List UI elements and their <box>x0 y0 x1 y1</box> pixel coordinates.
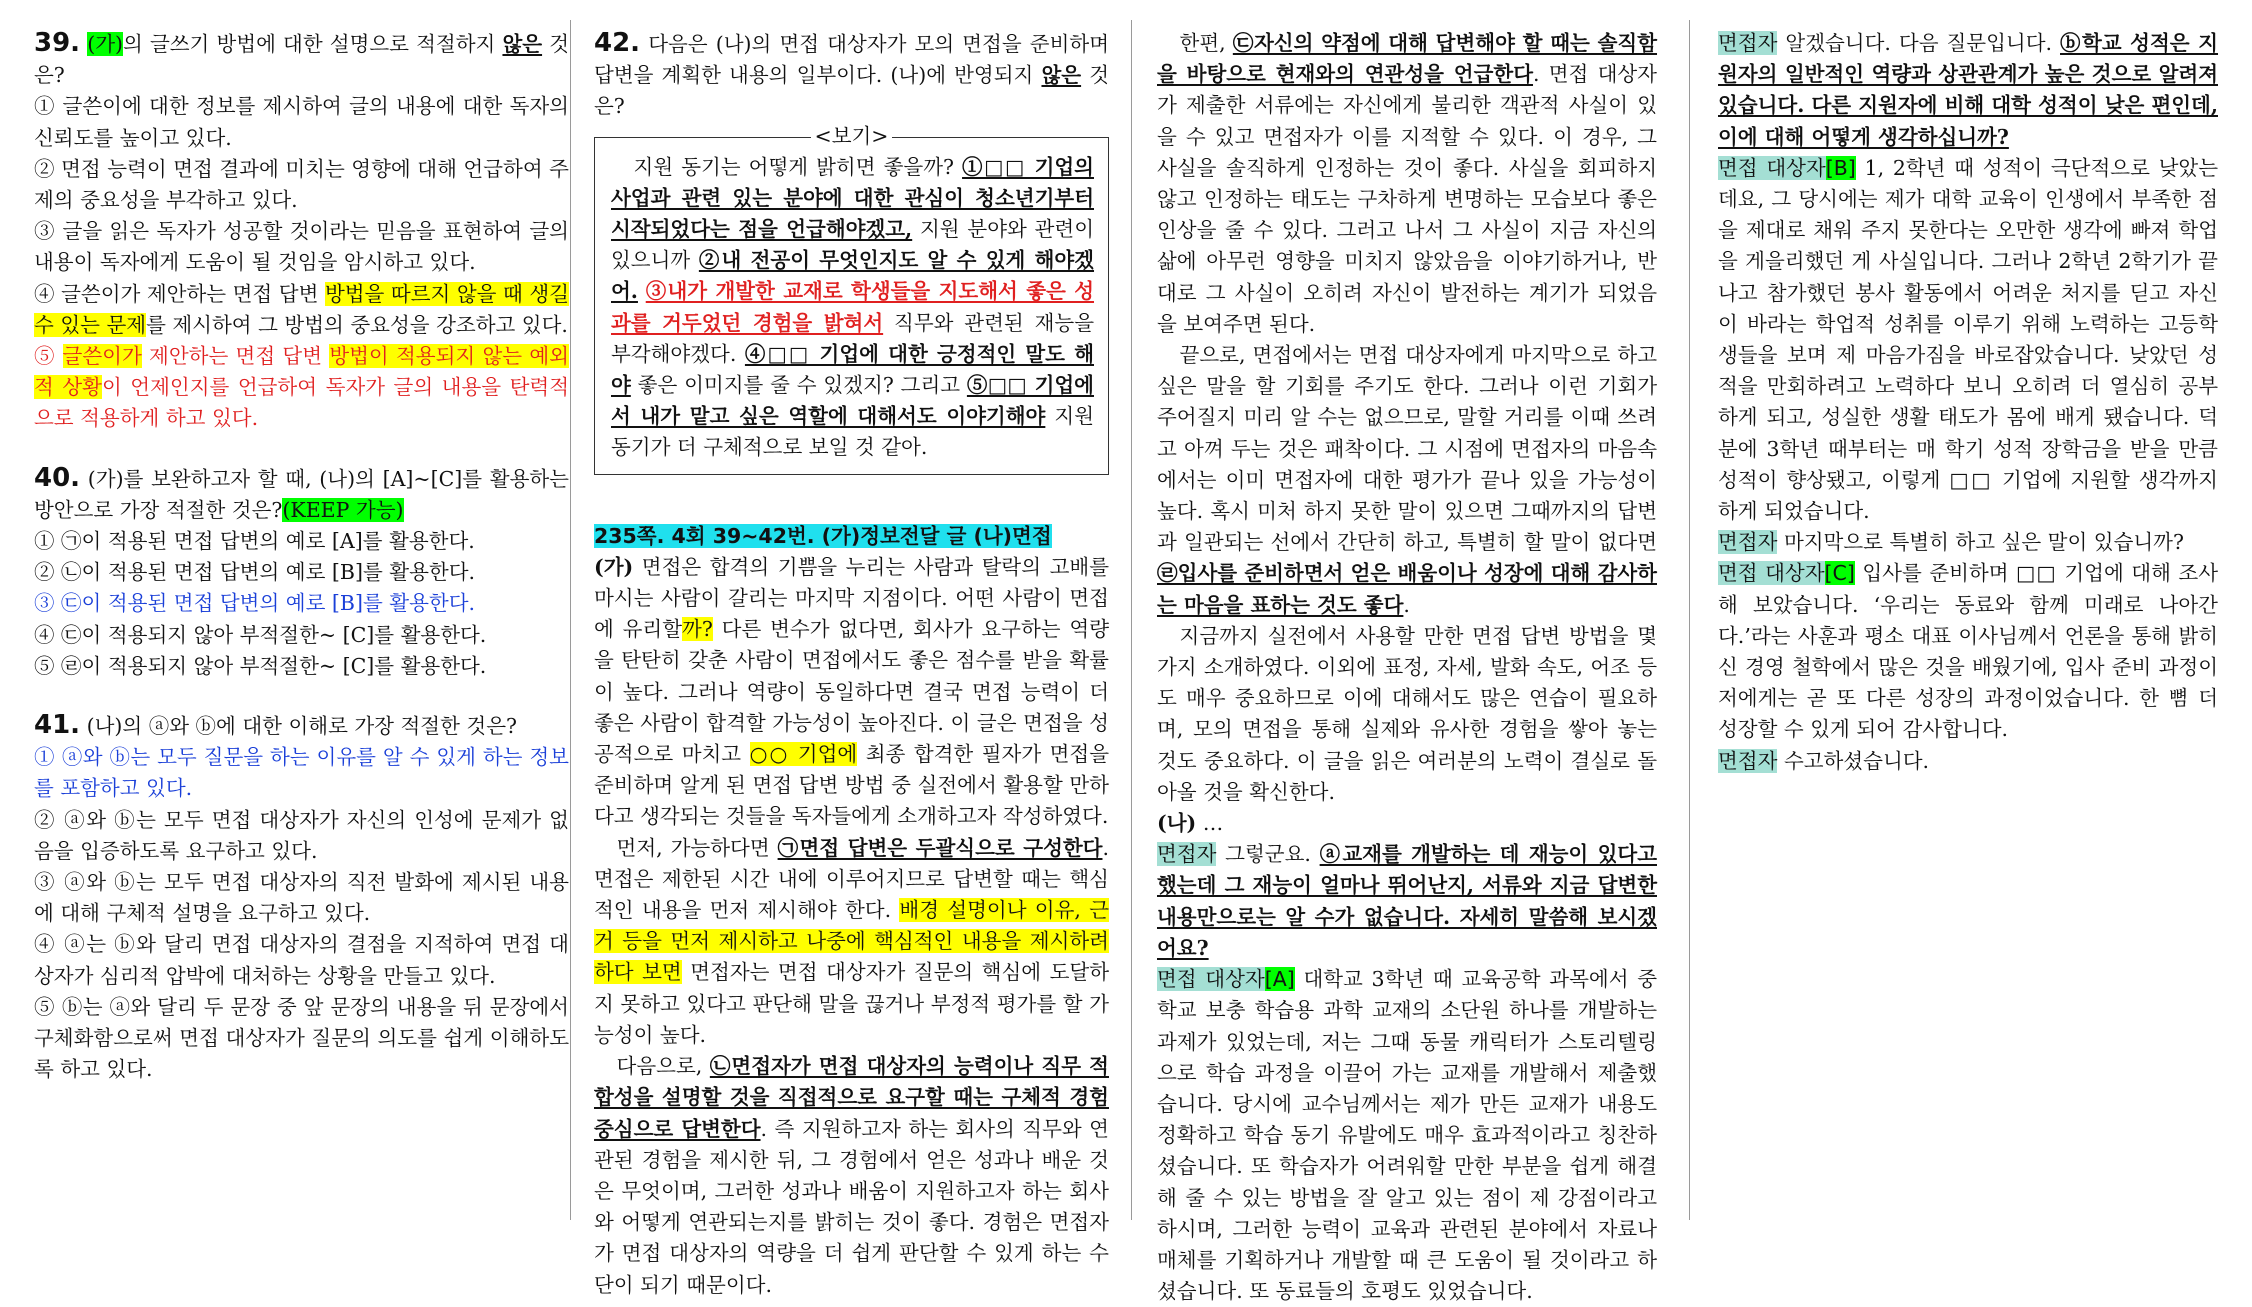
example-box-title <box>595 123 1108 149</box>
dialogue-turn-6 <box>1718 558 2218 745</box>
dialogue-turn-1 <box>1157 839 1657 964</box>
dialogue-text: 대학교 3학년 때 교육공학 과목에서 중학교 보충 학습용 과학 교재의 소단원 하나를 개발하는 과제가 있었는데, 저는 그때 동물 캐릭터가 스토리텔링으로 학습 과정을 이끌어 가는 교재를 개발해서 제출했습니다. 당시에 교수님께서는 제가 만든 교재가 내용도 정확하고 학습 동기 유발에도 매우 효과적이라고 칭찬하셨습니다. 또 학습자가 어려워할 만한 부분을 쉽게 해결해 줄 수 있는 방법을 잘 알고 있는 점이 제 강점이라고 하시며, 그러한 능력이 교육과 관련된 분야에서 자료나 매체를 기획하거나 개발할 때 큰 도움이 될 것이라고 하셨습니다. 또 동료들의 호평도 있었습니다. <box>1157 967 1658 1304</box>
option-2: ② ㉡이 적용된 면접 답변의 예로 [B]를 활용한다. <box>34 560 476 585</box>
column-divider <box>1689 20 1690 1220</box>
question-42-stem <box>594 28 1109 123</box>
section-label: (나) <box>1157 811 1197 836</box>
stem-text: 다음은 (나)의 면접 대상자가 모의 면접을 준비하며 답변을 계획한 내용의 일부이다. (나)에 반영되지 <box>594 32 1109 88</box>
para-text: 면접자는 면접 대상자가 질문의 핵심에 도달하지 못하고 있다고 판단해 말을 끊거나 부정적 평가를 할 가능성이 높다. <box>594 960 1109 1047</box>
dialogue-turn-7 <box>1718 746 2218 777</box>
dialogue-text: 입사를 준비하며 □□ 기업에 대해 조사해 보았습니다. ‘우리는 동료와 함께 미래로 나아간다.’라는 사훈과 평소 대표 이사님께서 언론을 통해 밝히신 경영 철학에서 많은 것을 배웠기에, 입사 준비 과정이 저에게는 곧 또 다른 성장의 과정이었습니다. 한 뼘 더 성장할 수 있게 되어 감사합니다. <box>1718 561 2219 742</box>
speaker-label: 면접 대상자 <box>1718 155 1826 180</box>
stem-text: 것은? <box>594 63 1109 119</box>
option-5: ⑤ ⓑ는 ⓐ와 달리 두 문장 중 앞 문장의 내용을 뒤 문장에서 구체화함으로써 면접 대상자가 질문의 의도를 쉽게 이해하도록 하고 있다. <box>34 994 569 1082</box>
column-4-content <box>1718 28 2218 777</box>
dialogue-turn-5 <box>1718 527 2218 558</box>
option-3: ③ ⓐ와 ⓑ는 모두 면접 대상자의 직전 발화에 제시된 내용에 대해 구체적 설명을 요구하고 있다. <box>34 870 569 926</box>
keep-tag: (KEEP 가능) <box>282 497 404 522</box>
dialogue-text: 그렇군요. <box>1216 842 1320 867</box>
para-text: 다른 변수가 없다면, 회사가 요구하는 역량을 탄탄히 갖춘 사람이 면접에서도 좋은 점수를 받을 확률이 높다. 그러나 역량이 동일하다면 결국 면접 능력이 더 좋은 사람이 합격할 가능성이 높아진다. 이 글은 면접을 성공적으로 마치고 <box>594 617 1109 767</box>
question-number: 39. <box>34 28 81 58</box>
speaker-label: 면접 대상자 <box>1157 967 1265 992</box>
dialogue-turn-4 <box>1718 153 2218 527</box>
example-box-text <box>611 152 1094 464</box>
option-text: 이 언제인지를 언급하여 독자가 글의 내용을 탄력적으로 적용하게 하고 있다. <box>34 375 569 431</box>
column-2 <box>594 28 1109 1301</box>
bracket-tag: [B] <box>1825 155 1856 180</box>
stem-text: 것은? <box>34 32 569 88</box>
box-text <box>638 279 646 303</box>
question-41-stem <box>34 710 569 742</box>
para-text: . 즉 지원하고자 하는 회사의 직무와 연관된 경험을 제시한 뒤, 그 경험에서 얻은 성과나 배운 것은 무엇이며, 그러한 성과나 배움이 지원하고자 하는 회사와 어떻게 연관되는지를 밝히는 것이 좋다. 경험은 면접자가 면접 대상자의 역량을 더 쉽게 판단할 수 있게 하는 수단이 되기 때문이다. <box>594 1116 1109 1297</box>
highlight: 방법이 적용되지 않는 예외적 상황 <box>34 344 569 400</box>
speaker-label: 면접자 <box>1718 748 1778 773</box>
column-3 <box>1157 28 1657 1307</box>
option-1: ① ⓐ와 ⓑ는 모두 질문을 하는 이유를 알 수 있게 하는 정보를 포함하고 있다. <box>34 745 569 801</box>
para-text: . 면접 대상자가 제출한 서류에는 자신에게 불리한 객관적 사실이 있을 수 있고 면접자가 이를 지적할 수 있다. 이 경우, 그 사실을 솔직하게 인정하는 것이 좋다. 사실을 회피하지 않고 인정하는 태도는 구차하게 변명하는 모습보다 좋은 인상을 줄 수 있다. 그러고 나서 그 사실이 지금 자신의 삶에 아무런 영향을 미치지 않았음을 이야기하거나, 반대로 그 사실이 오히려 자신이 발전하는 계기가 되었음을 보여주면 된다. <box>1157 62 1657 336</box>
question-39-stem <box>34 28 569 91</box>
option-4: ④ ㉢이 적용되지 않아 부적절한~ [C]를 활용한다. <box>34 622 487 647</box>
question-number: 42. <box>594 28 641 58</box>
para-text: . <box>1403 592 1410 617</box>
example-box <box>594 123 1109 475</box>
para-text: 최종 합격한 필자가 면접을 준비하며 알게 된 면접 답변 방법 중 실전에서 활용할 만하다고 생각되는 것들을 독자들에게 소개하고자 작성하였다. <box>594 742 1110 829</box>
underlined-question-b: ⓑ학교 성적은 지원자의 일반적인 역량과 상관관계가 높은 것으로 알려져 있습니다. 다른 지원자에 비해 대학 성적이 낮은 편인데, 이에 대해 어떻게 생각하십니까? <box>1718 31 2219 149</box>
column-1 <box>34 28 569 1086</box>
bracket-tag: [A] <box>1264 967 1295 992</box>
underlined-clause: ㉡면접자가 면접 대상자의 능력이나 직무 적합성을 설명할 것을 직접적으로 요구할 때는 구체적 경험 중심으로 답변한다 <box>594 1054 1109 1141</box>
dialogue-text: 마지막으로 특별히 하고 싶은 말이 있습니까? <box>1777 530 2184 555</box>
negation-emphasis: 않은 <box>1041 63 1082 88</box>
option-4: ④ ⓐ는 ⓑ와 달리 면접 대상자의 결점을 지적하여 면접 대상자가 심리적 압박에 대처하는 상황을 만들고 있다. <box>34 932 569 988</box>
option-4 <box>34 279 569 341</box>
highlight: ○○ 기업에 <box>749 742 858 767</box>
highlight: (가) <box>87 32 124 56</box>
speaker-label: 면접 대상자 <box>1718 561 1825 586</box>
box-item-3: ③내가 개발한 교재로 학생들을 지도해서 좋은 성과를 거두었던 경험을 밝혀서 <box>611 279 1094 335</box>
para-text: 한편, <box>1179 31 1233 55</box>
passage-ga-para-1 <box>594 552 1109 833</box>
option-text: ④ 글쓴이가 제안하는 면접 답변 <box>34 281 325 306</box>
underlined-clause: ㉣입사를 준비하면서 얻은 배움이나 성장에 대해 감사하는 마음을 표하는 것도 좋다 <box>1157 561 1657 617</box>
question-40-stem <box>34 463 569 526</box>
box-item-4: ④□□ 기업에 대한 긍정적인 말도 해야 <box>611 341 1094 398</box>
option-1: ① 글쓴이에 대한 정보를 제시하여 글의 내용에 대한 독자의 신뢰도를 높이고 있다. <box>34 94 569 150</box>
option-3: ③ ㉢이 적용된 면접 답변의 예로 [B]를 활용한다. <box>34 591 476 616</box>
option-3: ③ 글을 읽은 독자가 성공할 것이라는 믿음을 표현하여 글의 내용이 독자에게 도움이 될 것임을 암시하고 있다. <box>34 219 569 275</box>
passage-ga-para-6: 지금까지 실전에서 사용할 만한 면접 답변 방법을 몇 가지 소개하였다. 이외에 표정, 자세, 발화 속도, 어조 등도 매우 중요하므로 이에 대해서도 많은 연습이 필요하며, 모의 면접을 통해 실제와 유사한 경험을 쌓아 놓는 것도 중요하다. 이 글을 읽은 여러분의 노력이 결실로 돌아올 것을 확신한다. <box>1157 623 1657 804</box>
option-5 <box>34 341 569 435</box>
box-text: 지원 동기가 더 구체적으로 보일 것 같아. <box>611 404 1095 460</box>
highlight: 방법을 따르지 않을 때 생길 수 있는 문제 <box>34 281 570 337</box>
option-1: ① ㉠이 적용된 면접 답변의 예로 [A]를 활용한다. <box>34 529 475 554</box>
option-5: ⑤ ㉣이 적용되지 않아 부적절한~ [C]를 활용한다. <box>34 653 487 678</box>
bracket-tag: [C] <box>1824 561 1855 586</box>
stem-text: 의 글쓰기 방법에 대한 설명으로 적절하지 <box>123 32 503 56</box>
underlined-clause: ㉠면접 답변은 두괄식으로 구성한다 <box>777 835 1103 860</box>
highlight: 배경 설명이나 이유, 근거 등을 먼저 제시하고 나중에 핵심적인 내용을 제시하려 하다 보면 <box>594 898 1109 985</box>
passage-na-start <box>1157 808 1657 839</box>
negation-emphasis: 않은 <box>502 32 543 56</box>
speaker-label: 면접자 <box>1718 530 1778 555</box>
box-item-2: ②내 전공이 무엇인지도 알 수 있게 해야겠어. <box>611 248 1095 304</box>
dialogue-text: 수고하셨습니다. <box>1777 748 1930 773</box>
para-text: 먼저, 가능하다면 <box>616 835 778 860</box>
dialogue-text: 1, 2학년 때 성적이 극단적으로 낮았는데요, 그 당시에는 제가 대학 교육이 인생에서 부족한 점을 제대로 채워 주지 못한다는 오만한 생각에 빠져 학업을 게을리했던 게 사실입니다. 그러나 2학년 2학기가 끝나고 참가했던 봉사 활동에서 어려운 처지를 딛고 자신이 바라는 학업적 성취를 이루기 위해 노력하는 고등학생들을 보며 제 마음가짐을 바로잡았습니다. 낮았던 성적을 만회하려고 노력하다 보니 오히려 더 열심히 공부하게 되고, 성실한 생활 태도가 몸에 배게 됐습니다. 덕분에 3학년 때부터는 매 학기 성적 장학금을 받을 만큼 성적이 향상됐고, 이렇게 □□ 기업에 지원할 생각까지 하게 되었습니다. <box>1718 155 2218 524</box>
para-text: 끝으로, 면접에서는 면접 대상자에게 마지막으로 하고 싶은 말을 할 기회를 주기도 한다. 그러나 이런 기회가 주어질지 미리 알 수는 없으므로, 말할 거리를 이때 쓰려고 아껴 두는 것은 패착이다. 그 시점에 면접자의 마음속에서는 이미 면접자에 대한 평가가 끝나 있을 가능성이 높다. 혹시 미처 하지 못한 말이 있으면 그때까지의 답변과 일관되는 선에서 간단히 하고, 특별히 할 말이 없다면 <box>1157 343 1657 555</box>
column-divider <box>1131 20 1132 1220</box>
spacer <box>34 435 569 463</box>
highlight: 글쓴이가 <box>62 344 142 369</box>
question-number: 40. <box>34 462 81 493</box>
underlined-clause: ㉢자신의 약점에 대해 답변해야 할 때는 솔직함을 바탕으로 현재와의 연관성을 언급한다 <box>1157 31 1658 87</box>
box-text: 지원 동기는 어떻게 밝히면 좋을까? <box>633 154 963 179</box>
passage-ga-para-5 <box>1157 340 1657 621</box>
para-text: . 면접은 제한된 시간 내에 이루어지므로 답변할 때는 핵심적인 내용을 먼저 제시해야 한다. <box>594 835 1110 923</box>
dialogue-turn-3 <box>1718 28 2218 153</box>
option-text: 제안하는 면접 답변 <box>141 344 330 369</box>
section-label: (가) <box>594 554 634 579</box>
box-title-label: <보기> <box>811 124 893 148</box>
stem-text: (가)를 보완하고자 할 때, (나)의 [A]~[C]를 활용하는 방안으로 가장 적절한 것은? <box>34 466 569 522</box>
box-item-5: ⑤□□ 기업에서 내가 맡고 싶은 역할에 대해서도 이야기해야 <box>611 373 1094 429</box>
para-text: 면접은 합격의 기쁨을 누리는 사람과 탈락의 고배를 마시는 사람이 갈리는 마지막 지점이다. 어떤 사람이 면접에 유리할 <box>594 554 1109 642</box>
passage-ga-para-2 <box>594 833 1109 1051</box>
para-text: 다음으로, <box>616 1054 710 1079</box>
box-text: 좋은 이미지를 줄 수 있겠지? 그리고 <box>630 373 967 398</box>
speaker-label: 면접자 <box>1157 842 1217 867</box>
option-text: 를 제시하여 그 방법의 중요성을 강조하고 있다. <box>146 312 568 337</box>
spacer <box>594 475 1109 521</box>
para-text: … <box>1196 811 1224 836</box>
passage-ga-para-4 <box>1157 28 1657 340</box>
box-text: 직무와 관련된 재능을 부각해야겠다. <box>611 310 1095 366</box>
option-text: ⑤ <box>34 344 63 369</box>
passage-heading <box>594 521 1109 552</box>
spacer <box>34 682 569 710</box>
stem-text: (나)의 ⓐ와 ⓑ에 대한 이해로 가장 적절한 것은? <box>80 714 518 739</box>
option-2: ② ⓐ와 ⓑ는 모두 면접 대상자가 자신의 인성에 문제가 없음을 입증하도록 요구하고 있다. <box>34 807 569 863</box>
highlight: 까? <box>682 617 713 642</box>
dialogue-turn-2 <box>1157 964 1657 1307</box>
dialogue-text: 알겠습니다. 다음 질문입니다. <box>1777 31 2061 55</box>
column-divider <box>570 20 571 1220</box>
passage-heading-text: 235쪽. 4회 39~42번. (가)정보전달 글 (나)면접 <box>594 523 1052 548</box>
box-text: 지원 분야와 관련이 있으니까 <box>611 217 1094 273</box>
box-item-1: ①□□ 기업의 사업과 관련 있는 분야에 대한 관심이 청소년기부터 시작되었다는 점을 언급해야겠고, <box>611 154 1094 242</box>
speaker-label: 면접자 <box>1718 31 1778 55</box>
option-2: ② 면접 능력이 면접 결과에 미치는 영향에 대해 언급하여 주제의 중요성을 부각하고 있다. <box>34 156 569 213</box>
question-number: 41. <box>34 710 81 741</box>
passage-ga-para-3 <box>594 1051 1109 1301</box>
underlined-question-a: ⓐ교재를 개발하는 데 재능이 있다고 했는데 그 재능이 얼마나 뛰어난지, 서류와 지금 답변한 내용만으로는 알 수가 없습니다. 자세히 말씀해 보시겠어요? <box>1157 842 1657 960</box>
